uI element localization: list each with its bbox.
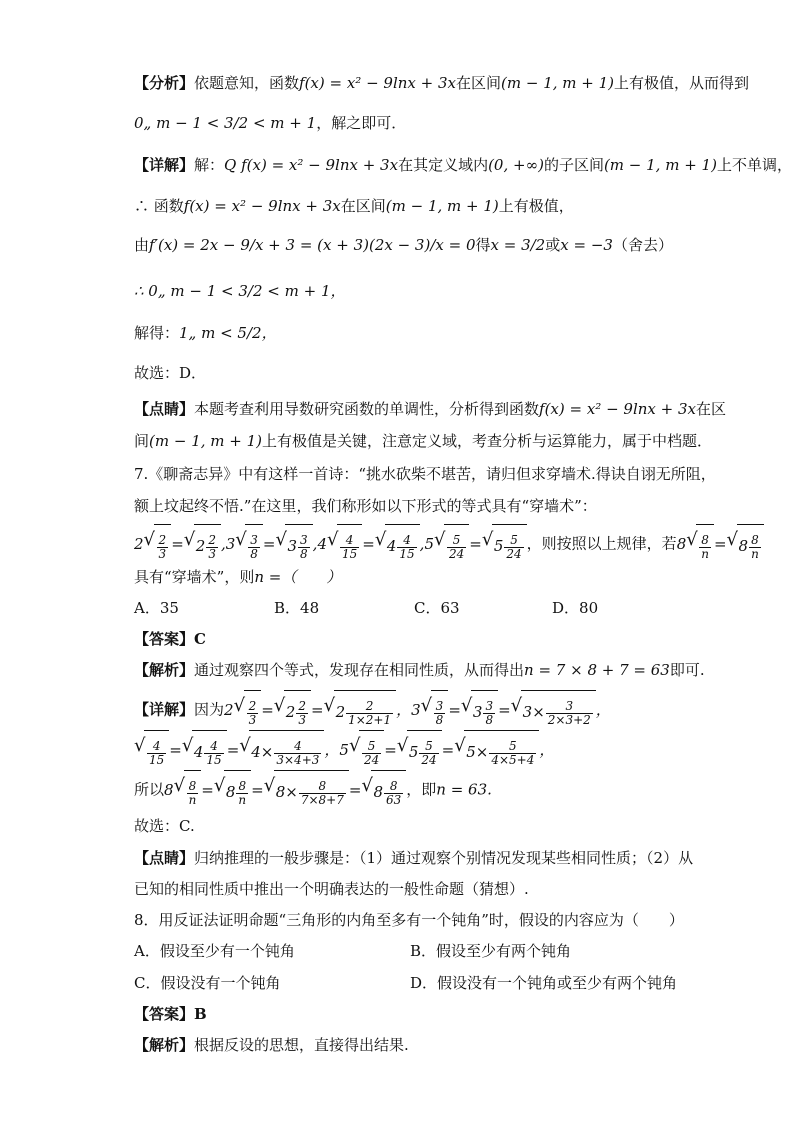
option-d: D．80: [552, 599, 599, 617]
function-formula: f(x) = x² − 9lnx + 3x: [539, 400, 696, 418]
question-text: 额上坟起终不悟.”在这里，我们称形如以下形式的等式具有“穿墙术”：: [134, 497, 597, 515]
interval-formula: (m − 1, m + 1): [385, 197, 499, 215]
comment-text: 已知的相同性质中推出一个明确表达的一般性命题（猜想）.: [134, 880, 529, 898]
answer-text: 【答案】C: [134, 630, 206, 648]
root-formula: x = −3: [560, 236, 613, 254]
q7-analysis: [134, 659, 705, 681]
analysis-text: 上有极值，从而得到: [614, 74, 750, 92]
q8-answer: [134, 1003, 207, 1025]
detail-text: ，即: [406, 780, 437, 799]
q8-options-row-1: [134, 940, 694, 962]
inequality-formula: 0„ m − 1 < 3/2 < m + 1: [134, 114, 317, 132]
target-formula: 8 √ $\frac{8}{n}$ =√ 8 $\frac{8}{n}$: [677, 535, 764, 553]
q7-comment-1: [134, 847, 693, 869]
detail-text: 解：: [194, 156, 225, 174]
result-formula: 1„ m < 5/2，: [179, 324, 277, 342]
identity-formulas: 2 √ $\frac{2}{3}$ =√ 2 $\frac{2}{3}$ ,3 √ $\frac{3}{8}$ =√ 3 $\frac{3}{8}$ ,4 √ $\frac{4}{15}$ =√ 4 $\frac{4}{15}$ ,5 √ $\frac{5}{24}$ =√ 5 $\frac{5}{24}$: [134, 535, 527, 553]
detail-text: 因为: [194, 700, 225, 719]
comment-text: 在区: [696, 400, 727, 418]
comment-text: 上有极值是关键，注意定义域，考查分析与运算能力，属于中档题．: [262, 432, 713, 450]
detail-tag: 【详解】: [134, 156, 195, 174]
function-formula: Q f(x) = x² − 9lnx + 3x: [224, 156, 399, 174]
analysis-tag: 【解析】: [134, 661, 195, 679]
detail-formula: 8 √ $\frac{8}{n}$ =√ 8 $\frac{8}{n}$ =√ 8× $\frac{8}{7\times 8+7}$ =√ 8 $\frac{8}{63}$: [164, 781, 406, 799]
detail-line-6: [134, 362, 206, 384]
question-text: 8．用反证法证明命题“三角形的内角至多有一个钝角”时，假设的内容应为（ ）: [134, 911, 684, 929]
option-d: D．假设没有一个钝角或至少有两个钝角: [410, 974, 678, 992]
q8-options-row-2: [134, 972, 694, 994]
q8-analysis: [134, 1034, 409, 1056]
detail-text: 上不单调，: [716, 156, 792, 174]
comment-text: 本题考查利用导数研究函数的单调性，分析得到函数: [194, 400, 540, 418]
detail-line-2: [134, 195, 574, 217]
analysis-line-1: [134, 72, 749, 94]
comment-line-2: [134, 430, 712, 452]
option-a: A．35: [134, 599, 179, 617]
detail-formula: √ $\frac{4}{15}$ =√ 4 $\frac{4}{15}$ =√ 4× $\frac{4}{3\times 4+3}$ ，5 √ $\frac{5}{24}$ =√ 5 $\frac{5}{24}$ =√ 5× $\frac{5}{4\times 5+4}$ ，: [134, 741, 554, 759]
analysis-text: 根据反设的思想，直接得出结果.: [194, 1036, 409, 1054]
q7-line-2: [134, 495, 597, 517]
q7-line-1: [134, 463, 716, 485]
analysis-text: ，解之即可．: [316, 114, 407, 132]
detail-text: 所以: [134, 780, 165, 799]
detail-text: 得: [475, 236, 491, 254]
q7-answer: [134, 628, 206, 650]
detail-formula: n = 63.: [436, 780, 492, 799]
option-c: C．63: [414, 599, 460, 617]
analysis-line-2: [134, 108, 406, 138]
detail-text: 在其定义域内: [398, 156, 489, 174]
comment-text: 归纳推理的一般步骤是：（1）通过观察个别情况发现某些相同性质；（2）从: [194, 849, 694, 867]
interval-formula: (m − 1, m + 1): [501, 74, 614, 92]
detail-text: （舍去）: [612, 236, 673, 254]
q7-line-3: [134, 524, 764, 565]
choice-text: 故选：D．: [134, 364, 207, 382]
option-b: B．48: [274, 599, 320, 617]
q8-line-1: [134, 909, 684, 931]
comment-tag: 【点睛】: [134, 400, 195, 418]
interval-formula: (m − 1, m + 1): [603, 156, 717, 174]
q7-choose: [134, 815, 195, 837]
detail-line-4: [134, 276, 346, 306]
detail-formula: 2 √ $\frac{2}{3}$ =√ 2 $\frac{2}{3}$ =√ 2 $\frac{2}{1\times 2+1}$ ，3 √ $\frac{3}{8}$ =√ 3 $\frac{3}{8}$ =√ 3× $\frac{3}{2\times 3+2}$ ，: [224, 701, 611, 719]
detail-line-3: [134, 230, 673, 260]
domain-formula: (0, +∞): [488, 156, 544, 174]
detail-text: 在区间: [340, 197, 386, 215]
detail-text: 上有极值，: [498, 197, 574, 215]
option-a: A．假设至少有一个钝角: [134, 942, 295, 960]
answer-text: 【答案】B: [134, 1005, 207, 1023]
analysis-text: 通过观察四个等式，发现存在相同性质，从而得出: [194, 661, 525, 679]
question-text: 具有“穿墙术”，则: [134, 568, 255, 586]
question-text: 7.《聊斋志异》中有这样一首诗：“挑水砍柴不堪苦，请归但求穿墙术.得诀自诩无所阻，: [134, 465, 716, 483]
q7-detail-line-1: [134, 690, 611, 731]
option-b: B．假设至少有两个钝角: [410, 942, 572, 960]
q7-detail-line-2: [134, 730, 554, 771]
question-blank: n =（ ）: [254, 568, 342, 586]
detail-text: 解得：: [134, 324, 180, 342]
detail-text: 或: [545, 236, 561, 254]
detail-tag: 【详解】: [134, 700, 195, 719]
q7-detail-line-3: [134, 770, 492, 811]
choice-text: 故选：C.: [134, 817, 195, 835]
q7-line-4: [134, 566, 341, 588]
detail-line-5: [134, 318, 277, 348]
comment-line-1: [134, 398, 726, 420]
detail-text: 的子区间: [543, 156, 604, 174]
q7-comment-2: [134, 878, 529, 900]
analysis-text: 在区间: [456, 74, 502, 92]
comment-tag: 【点睛】: [134, 849, 195, 867]
question-text: ，则按照以上规律，若: [526, 534, 677, 553]
q7-options: [134, 597, 694, 619]
analysis-text: 即可.: [669, 661, 705, 679]
detail-line-1: [134, 154, 792, 176]
function-formula: f(x) = x² − 9lnx + 3x: [183, 197, 341, 215]
comment-text: 间: [134, 432, 150, 450]
detail-text: ∴ 函数: [134, 197, 184, 215]
interval-formula: (m − 1, m + 1): [149, 432, 262, 450]
detail-text: 由: [134, 236, 150, 254]
root-formula: x = 3/2: [490, 236, 546, 254]
analysis-formula: n = 7 × 8 + 7 = 63: [524, 661, 670, 679]
analysis-tag: 【分析】: [134, 74, 195, 92]
analysis-text: 依题意知，函数: [194, 74, 300, 92]
inequality-formula: ∴ 0„ m − 1 < 3/2 < m + 1，: [134, 282, 346, 300]
derivative-formula: f′(x) = 2x − 9/x + 3 = (x + 3)(2x − 3)/x = 0: [149, 236, 476, 254]
analysis-tag: 【解析】: [134, 1036, 195, 1054]
option-c: C．假设没有一个钝角: [134, 974, 281, 992]
function-formula: f(x) = x² − 9lnx + 3x: [299, 74, 456, 92]
